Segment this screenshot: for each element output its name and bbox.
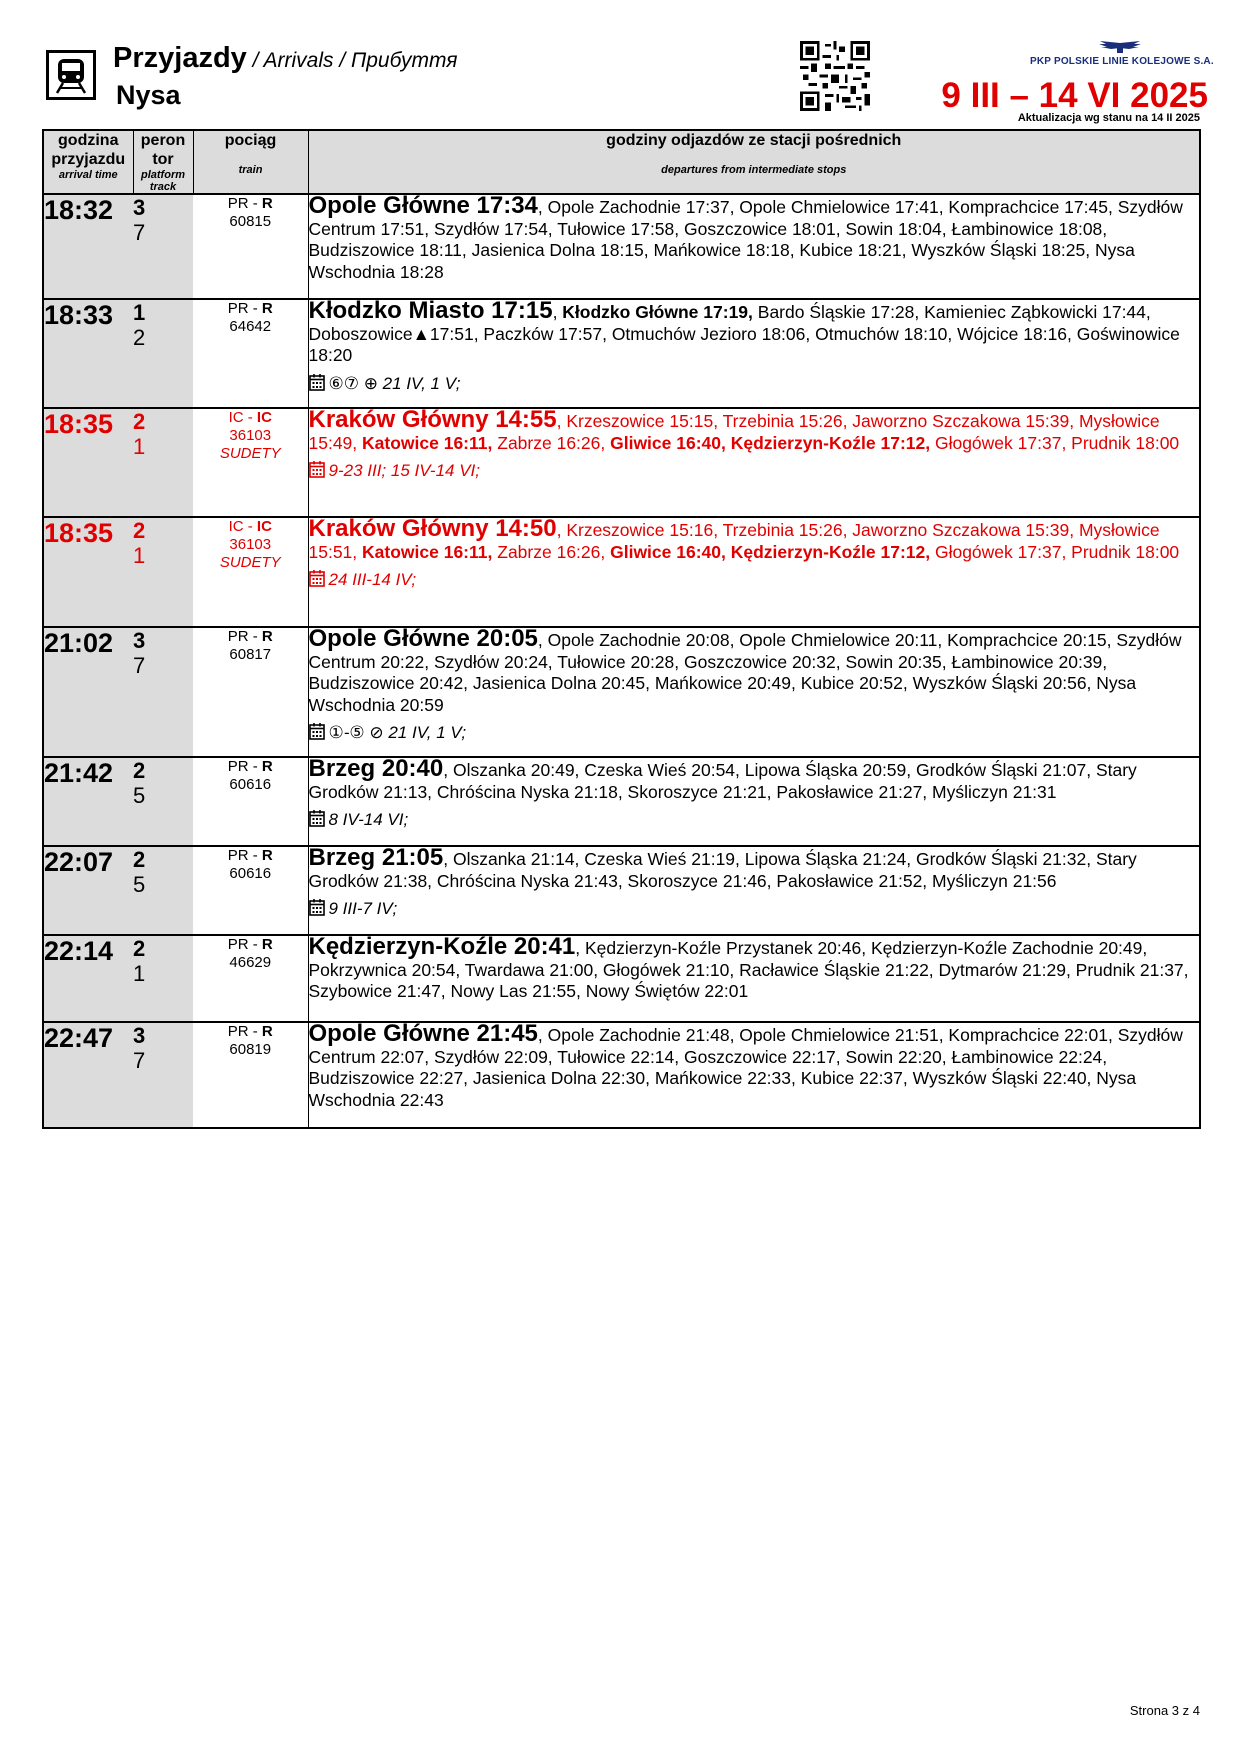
train-info <box>193 194 308 299</box>
track: 7 <box>133 1048 146 1073</box>
train-category-a: PR - <box>227 758 262 775</box>
table-header-row <box>43 130 1200 194</box>
stops-list-2: Zabrze 16:26, <box>492 541 611 562</box>
arrival-time: 18:32 <box>43 194 133 299</box>
arrival-time: 21:42 <box>43 757 133 846</box>
train-category-a: PR - <box>227 300 262 317</box>
platform: 2 <box>133 847 146 872</box>
platform: 3 <box>133 1023 146 1048</box>
train-category-b: R <box>261 758 273 775</box>
track: 7 <box>133 220 146 245</box>
platform: 3 <box>133 195 146 220</box>
validity-period: 9 III – 14 VI 2025 <box>941 76 1208 115</box>
platform: 1 <box>133 300 146 325</box>
train-info <box>193 1022 308 1128</box>
platform: 3 <box>133 628 146 653</box>
origin-station: Kłodzko Miasto 17:15 <box>308 297 553 324</box>
intermediate-stops <box>308 408 1200 517</box>
calendar-text: ①-⑤ ⊘ 21 IV, 1 V; <box>328 723 467 742</box>
train-info <box>193 846 308 935</box>
column-header-time <box>43 130 133 194</box>
stops-list-1: , Krzeszowice 15:16, Trzebinia 15:26, Jaworzno Szczakowa 15:39, Mysłowice 15:51, <box>308 520 1160 562</box>
table-row <box>43 1022 1200 1128</box>
train-number: 36103 <box>229 536 272 553</box>
stops-list: Bardo Śląskie 17:28, Kamieniec Ząbkowicki 17:44, Doboszowice▲17:51, Paczków 17:57, Otmuchów Jezioro 18:06, Otmuchów 18:10, Wójcice 18:16, Goświnowice 18:20 <box>308 302 1180 365</box>
train-number: 60616 <box>229 865 272 882</box>
page-number: Strona 3 z 4 <box>1129 1703 1200 1718</box>
table-row <box>43 517 1200 627</box>
train-category-b: R <box>261 847 273 864</box>
track: 5 <box>133 872 146 897</box>
column-header-stops <box>308 130 1200 194</box>
train-category <box>229 518 272 535</box>
train-category <box>228 758 273 775</box>
calendar-text: 9 III-7 IV; <box>328 899 398 918</box>
table-row <box>43 627 1200 757</box>
table-row <box>43 408 1200 517</box>
column-header-platform-en: platform track <box>141 169 185 193</box>
platform: 2 <box>133 758 146 783</box>
train-category-a: PR - <box>227 936 262 953</box>
calendar-icon <box>309 899 325 916</box>
origin-station: Kraków Główny 14:55 <box>308 406 557 433</box>
calendar-text: 9-23 III; 15 IV-14 VI; <box>328 461 481 480</box>
intermediate-stops <box>308 299 1200 408</box>
train-category <box>228 847 273 864</box>
train-category <box>228 628 273 645</box>
train-info <box>193 517 308 627</box>
track: 1 <box>133 961 146 986</box>
stops-list: , Olszanka 21:14, Czeska Wieś 21:19, Lipowa Śląska 21:24, Grodków Śląski 21:32, Stary Grodków 21:38, Chróścina Nyska 21:43, Skoroszyce 21:46, Pakosławice 21:52, Myśliczyn 21:56 <box>308 849 1137 891</box>
origin-station: Kraków Główny 14:50 <box>308 515 557 542</box>
stops-bold: Kłodzko Główne 17:19, <box>562 302 753 322</box>
stops-list-3: Głogówek 17:37, Prudnik 18:00 <box>930 541 1180 562</box>
arrival-time: 21:02 <box>43 627 133 757</box>
stops-list: , Olszanka 20:49, Czeska Wieś 20:54, Lipowa Śląska 20:59, Grodków Śląski 21:07, Stary Grodków 21:13, Chróścina Nyska 21:18, Skoroszyce 21:21, Pakosławice 21:27, Myśliczyn 21:31 <box>308 760 1137 802</box>
station-name: Nysa <box>116 80 181 110</box>
train-info <box>193 627 308 757</box>
train-number: 64642 <box>229 318 272 335</box>
arrival-time: 22:47 <box>43 1022 133 1128</box>
train-category-a: PR - <box>227 1023 262 1040</box>
train-number: 60815 <box>229 213 272 230</box>
page-header <box>0 0 1240 130</box>
title-sub: / Arrivals / Прибуття <box>246 49 458 72</box>
stops-list-1: , Krzeszowice 15:15, Trzebinia 15:26, Jaworzno Szczakowa 15:39, Mysłowice 15:49, <box>308 411 1160 453</box>
stops-list: , Kędzierzyn-Koźle Przystanek 20:46, Kędzierzyn-Koźle Zachodnie 20:49, Pokrzywnica 20:54, Twardawa 21:00, Głogówek 21:10, Racławice Śląskie 21:22, Dytmarów 21:29, Prudnik 21:37, Szybowice 21:47, Nowy Las 21:55, Nowy Świętów 22:01 <box>308 938 1189 1001</box>
page-title <box>113 42 457 75</box>
train-category-a: PR - <box>227 195 262 212</box>
platform-track <box>133 299 193 408</box>
calendar-note <box>309 569 1200 591</box>
stops-separator: , <box>552 302 563 322</box>
platform-track <box>133 517 193 627</box>
column-header-stops-pl: godziny odjazdów ze stacji pośrednich <box>606 132 902 149</box>
train-category-b: R <box>261 628 273 645</box>
calendar-icon <box>309 374 325 391</box>
column-header-time-en: arrival time <box>58 169 118 181</box>
platform-track <box>133 1022 193 1128</box>
calendar-note <box>309 809 1200 831</box>
train-category-a: IC - <box>228 409 257 426</box>
stops-bold-1: Katowice 16:11, <box>362 541 493 562</box>
table-row <box>43 299 1200 408</box>
origin-station: Brzeg 21:05 <box>308 844 444 871</box>
train-info <box>193 757 308 846</box>
origin-station: Brzeg 20:40 <box>308 755 444 782</box>
column-header-train <box>193 130 308 194</box>
table-row <box>43 935 1200 1022</box>
train-number: 36103 <box>229 427 272 444</box>
column-header-platform <box>133 130 193 194</box>
calendar-text: ⑥⑦ ⊕ 21 IV, 1 V; <box>328 373 461 393</box>
platform-track <box>133 194 193 299</box>
title-main: Przyjazdy <box>113 42 247 74</box>
calendar-icon <box>309 570 325 587</box>
qr-code-icon <box>800 41 870 111</box>
calendar-icon <box>309 461 325 478</box>
platform-track <box>133 846 193 935</box>
train-category <box>228 300 273 317</box>
stops-list: , Opole Zachodnie 21:48, Opole Chmielowice 21:51, Komprachcice 22:01, Szydłów Centrum 22:07, Szydłów 22:09, Tułowice 22:14, Goszczowice 22:17, Sowin 22:20, Łambinowice 22:24, Budziszowice 22:27, Jasienica Dolna 22:30, Mańkowice 22:33, Kubice 22:37, Wyszków Śląski 22:40, Nysa Wschodnia 22:43 <box>308 1025 1183 1110</box>
platform: 2 <box>133 936 146 961</box>
column-header-time-pl: godzina przyjazdu <box>51 132 126 168</box>
intermediate-stops <box>308 935 1200 1022</box>
column-header-stops-en: departures from intermediate stops <box>661 164 847 176</box>
calendar-note <box>309 460 1200 482</box>
table-row <box>43 194 1200 299</box>
arrival-time: 18:35 <box>43 517 133 627</box>
train-category-b: IC <box>256 409 272 426</box>
train-icon <box>46 50 96 100</box>
intermediate-stops <box>308 194 1200 299</box>
train-info <box>193 408 308 517</box>
origin-station: Opole Główne 21:45 <box>308 1020 538 1047</box>
platform-track <box>133 935 193 1022</box>
train-category <box>228 195 273 212</box>
origin-station: Opole Główne 17:34 <box>308 192 538 219</box>
train-number: 46629 <box>229 954 272 971</box>
calendar-note <box>309 722 1200 744</box>
stops-list: , Opole Zachodnie 17:37, Opole Chmielowice 17:41, Komprachcice 17:45, Szydłów Centrum 17:51, Szydłów 17:54, Tułowice 17:58, Goszczowice 18:01, Sowin 18:04, Łambinowice 18:08, Budziszowice 18:11, Jasienica Dolna 18:15, Mańkowice 18:18, Kubice 18:21, Wyszków Śląski 18:25, Nysa Wschodnia 18:28 <box>308 197 1183 282</box>
calendar-note <box>309 373 1200 395</box>
track: 7 <box>133 653 146 678</box>
intermediate-stops <box>308 757 1200 846</box>
arrivals-table <box>42 129 1201 1129</box>
train-category-b: R <box>261 936 273 953</box>
stops-list: , Opole Zachodnie 20:08, Opole Chmielowice 20:11, Komprachcice 20:15, Szydłów Centrum 20:22, Szydłów 20:24, Tułowice 20:28, Goszczowice 20:32, Sowin 20:35, Łambinowice 20:39, Budziszowice 20:42, Jasienica Dolna 20:45, Mańkowice 20:49, Kubice 20:52, Wyszków Śląski 20:56, Nysa Wschodnia 20:59 <box>308 630 1182 715</box>
arrival-time: 22:07 <box>43 846 133 935</box>
column-header-platform-pl: peron tor <box>140 132 186 168</box>
train-category <box>228 936 273 953</box>
train-category-b: R <box>261 300 273 317</box>
origin-station: Opole Główne 20:05 <box>308 625 538 652</box>
table-row <box>43 757 1200 846</box>
track: 2 <box>133 325 146 350</box>
train-number: 60819 <box>229 1041 272 1058</box>
train-category-b: IC <box>256 518 272 535</box>
pkp-logo-icon <box>1097 40 1143 54</box>
arrival-time: 18:35 <box>43 408 133 517</box>
platform-track <box>133 757 193 846</box>
stops-list-3: Głogówek 17:37, Prudnik 18:00 <box>930 432 1180 453</box>
calendar-note <box>309 898 1200 920</box>
track: 1 <box>133 434 146 459</box>
origin-station: Kędzierzyn-Koźle 20:41 <box>308 933 576 960</box>
intermediate-stops <box>308 1022 1200 1128</box>
intermediate-stops <box>308 627 1200 757</box>
train-number: 60817 <box>229 646 272 663</box>
stops-list-2: Zabrze 16:26, <box>492 432 611 453</box>
train-name: SUDETY <box>219 554 281 571</box>
train-category-a: PR - <box>227 628 262 645</box>
column-header-train-pl: pociąg <box>224 132 277 149</box>
calendar-text: 8 IV-14 VI; <box>328 810 409 829</box>
train-number: 60616 <box>229 776 272 793</box>
track: 1 <box>133 543 146 568</box>
track: 5 <box>133 783 146 808</box>
train-category-a: PR - <box>227 847 262 864</box>
platform-track <box>133 408 193 517</box>
stops-bold-2: Gliwice 16:40, Kędzierzyn-Koźle 17:12, <box>610 432 931 453</box>
intermediate-stops <box>308 846 1200 935</box>
train-category <box>229 409 272 426</box>
platform: 2 <box>133 518 146 543</box>
table-row <box>43 846 1200 935</box>
calendar-icon <box>309 723 325 740</box>
update-note: Aktualizacja wg stanu na 14 II 2025 <box>1017 112 1200 124</box>
platform-track <box>133 627 193 757</box>
arrival-time: 22:14 <box>43 935 133 1022</box>
train-name: SUDETY <box>219 445 281 462</box>
train-info <box>193 935 308 1022</box>
train-category-b: R <box>261 1023 273 1040</box>
train-category <box>228 1023 273 1040</box>
stops-bold-2: Gliwice 16:40, Kędzierzyn-Koźle 17:12, <box>610 541 931 562</box>
logo-text: PKP POLSKIE LINIE KOLEJOWE S.A. <box>1030 56 1214 67</box>
stops-bold-1: Katowice 16:11, <box>362 432 493 453</box>
calendar-icon <box>309 810 325 827</box>
platform: 2 <box>133 409 146 434</box>
train-category-a: IC - <box>228 518 257 535</box>
train-info <box>193 299 308 408</box>
calendar-text: 24 III-14 IV; <box>328 570 417 589</box>
intermediate-stops <box>308 517 1200 627</box>
train-category-b: R <box>261 195 273 212</box>
pkp-logo <box>1030 40 1214 72</box>
arrival-time: 18:33 <box>43 299 133 408</box>
column-header-train-en: train <box>238 164 263 176</box>
